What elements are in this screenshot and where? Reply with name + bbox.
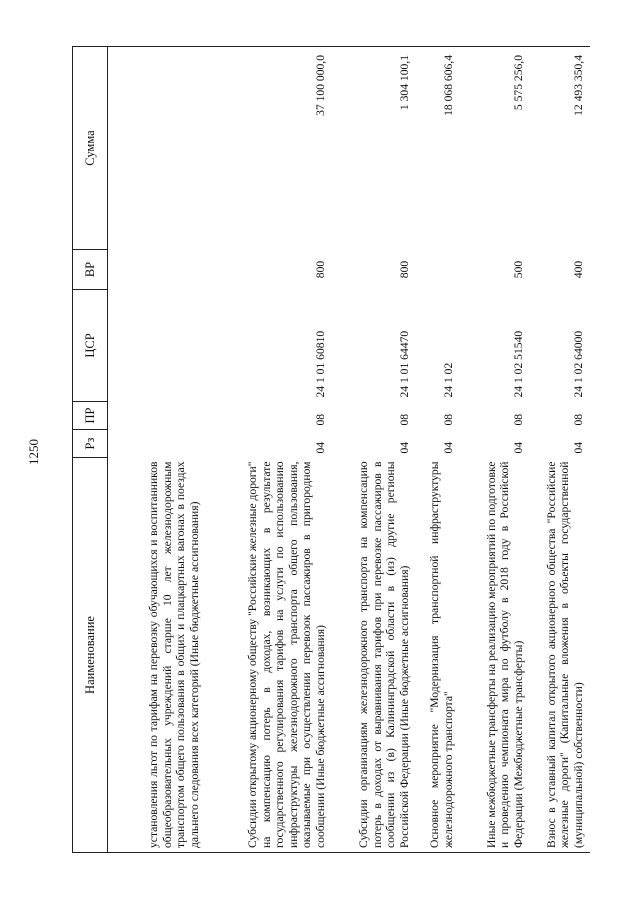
row-sum: 5 575 256,0: [460, 47, 530, 250]
row-sum: 37 100 000,0: [206, 47, 332, 250]
row-vr: [416, 250, 460, 290]
row-rz: 04: [441, 441, 455, 454]
row-pr: [108, 402, 206, 430]
row-rz: 04: [571, 441, 585, 454]
header-row: [73, 47, 108, 853]
row-sum: 1 304 100,1: [332, 47, 416, 250]
row-csr: 24 1 02 64000: [571, 330, 585, 398]
row-vr: 400: [571, 260, 585, 279]
table-row: [206, 47, 332, 853]
page-number: 1250: [26, 439, 41, 465]
budget-table: [72, 46, 590, 853]
row-name: установления льгот по тарифам на перевозку обучающихся и воспитанников общеобразовательных учреждений старше 10 лет железнодорожным транспортом общего пользования в общих и плацкартных вагонах в поездах дальнего следования всех категорий (Иные бюджетные ассигнования): [108, 458, 206, 853]
row-vr: 500: [511, 260, 525, 279]
row-csr: 24 1 01 64470: [397, 330, 411, 398]
table-body: [108, 47, 590, 853]
row-name: Взнос в уставный капитал открытого акционерного общества "Российские железные дороги" (Капитальные вложения в объекты государственной (муниципальной) собственности): [530, 458, 590, 853]
column-header-csr: ЦСР: [73, 290, 108, 402]
row-vr: 800: [313, 260, 327, 279]
row-name: Иные межбюджетные трансферты на реализацию мероприятий по подготовке и проведению чемпионата мира по футболу в 2018 году в Российской Федерации (Межбюджетные трансферты): [460, 458, 530, 853]
row-sum: [108, 47, 206, 250]
row-name: Субсидии открытому акционерному обществу "Российские железные дороги" на компенсацию потерь в доходах, возникающих в результате государственного регулирования тарифов на услуги по использованию инфраструктуры железнодорожного транспорта общего пользования, оказываемые при осуществлении перевозок пассажиров в пригородном сообщении (Иные бюджетные ассигнования): [206, 458, 332, 853]
table-row: [530, 47, 590, 853]
row-rz: 04: [511, 441, 525, 454]
row-vr: 800: [397, 260, 411, 279]
column-header-rz: Рз: [73, 430, 108, 458]
row-rz: 04: [313, 441, 327, 454]
row-name: Основное мероприятие "Модернизация транспортной инфраструктуры железнодорожного транспорта": [416, 458, 460, 853]
table-header: [73, 47, 108, 853]
rotated-table-container: [72, 47, 585, 853]
table-row: [460, 47, 530, 853]
column-header-vr: ВР: [73, 250, 108, 290]
row-name: Субсидии организациям железнодорожного транспорта на компенсацию потерь в доходах от выравнивания тарифов при перевозке пассажиров в сообщении из (в) Калининградской области в (из) другие регионы Российской Федерации (Иные бюджетные ассигнования): [332, 458, 416, 853]
column-header-name: Наименование: [73, 458, 108, 853]
row-csr: 24 1 02: [441, 362, 455, 398]
row-rz: [108, 430, 206, 458]
row-rz: 04: [397, 441, 411, 454]
row-pr: 08: [571, 413, 585, 426]
row-pr: 08: [313, 413, 327, 426]
row-vr: [108, 250, 206, 290]
table-row: [332, 47, 416, 853]
column-header-pr: ПР: [73, 402, 108, 430]
row-pr: 08: [397, 413, 411, 426]
row-sum: 18 068 606,4: [416, 47, 460, 250]
row-csr: [108, 290, 206, 402]
table-row: [108, 47, 206, 853]
row-pr: 08: [511, 413, 525, 426]
table-row: [416, 47, 460, 853]
row-csr: 24 1 01 60810: [313, 330, 327, 398]
column-header-sum: Сумма: [73, 47, 108, 250]
row-sum: 12 493 350,4: [530, 47, 590, 250]
row-pr: 08: [441, 413, 455, 426]
row-csr: 24 1 02 51540: [511, 330, 525, 398]
